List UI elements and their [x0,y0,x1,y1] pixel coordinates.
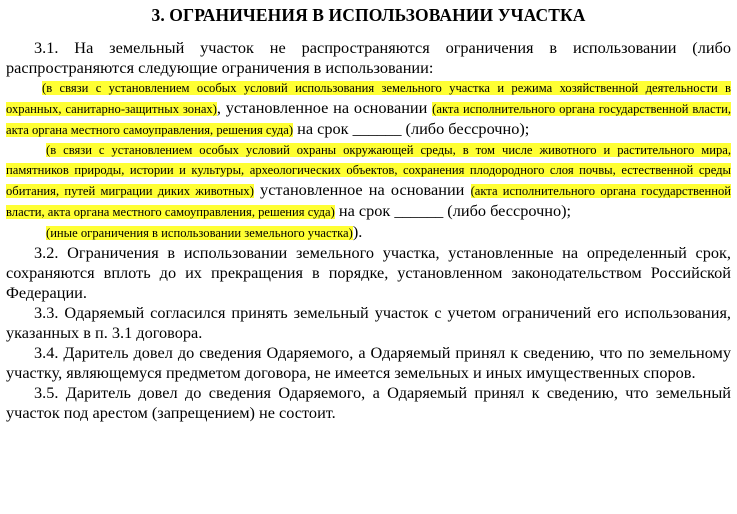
highlight-act-of-authority-1: (акта исполнительного органа государственной власти, акта органа местного самоуправления, решения суда) [6,102,731,137]
section-heading: 3. ОГРАНИЧЕНИЯ В ИСПОЛЬЗОВАНИИ УЧАСТКА [151,5,586,25]
document-page [0,4,737,514]
clause-3-1-restriction-3 [6,222,731,243]
text-term-1: на срок ______ (либо бессрочно); [293,119,530,138]
clause-3-1-restriction-2 [6,140,731,222]
highlight-special-conditions-zones: (в связи с установлением особых условий использования земельного участка и режима хозяйственной деятельности в охранных, санитарно-защитных зонах) [6,81,731,116]
clause-3-5: 3.5. Даритель довел до сведения Одаряемого, а Одаряемый принял к сведению, что земельный участок под арестом (запрещением) не состоит. [6,383,731,422]
highlight-other-restrictions: (иные ограничения в использовании земельного участка) [46,226,353,240]
text-closing: ). [352,222,363,241]
highlight-environment-protection: (в связи с установлением особых условий охраны окружающей среды, в том числе животного и растительного мира, памятников природы, истории и культуры, археологических объектов, сохранения плодородного слоя почвы, естественной среды обитания, путей миграции диких животных) [6,143,731,198]
text-term-2: на срок ______ (либо бессрочно); [334,201,572,220]
text-established-basis-1: , установленное на основании [216,98,433,117]
text-established-basis-2: установленное на основании [253,180,471,199]
clause-3-2: 3.2. Ограничения в использовании земельного участка, установленные на определенный срок, сохраняются вплоть до их прекращения в порядке, установленном законодательством Российской Федерации. [6,243,731,302]
highlight-act-of-authority-2: (акта исполнительного органа государственной власти, акта органа местного самоуправления, решения суда) [6,184,731,219]
clause-3-1-restriction-1 [6,78,731,140]
clause-3-4: 3.4. Даритель довел до сведения Одаряемого, а Одаряемый принял к сведению, что по земельному участку, являющемуся предметом договора, не имеется земельных и иных имущественных споров. [6,343,731,382]
clause-3-3: 3.3. Одаряемый согласился принять земельный участок с учетом ограничений его использования, указанных в п. 3.1 договора. [6,303,731,342]
clause-3-1-lead: 3.1. На земельный участок не распространяются ограничения в использовании (либо распространяются следующие ограничения в использовании: [6,38,731,77]
